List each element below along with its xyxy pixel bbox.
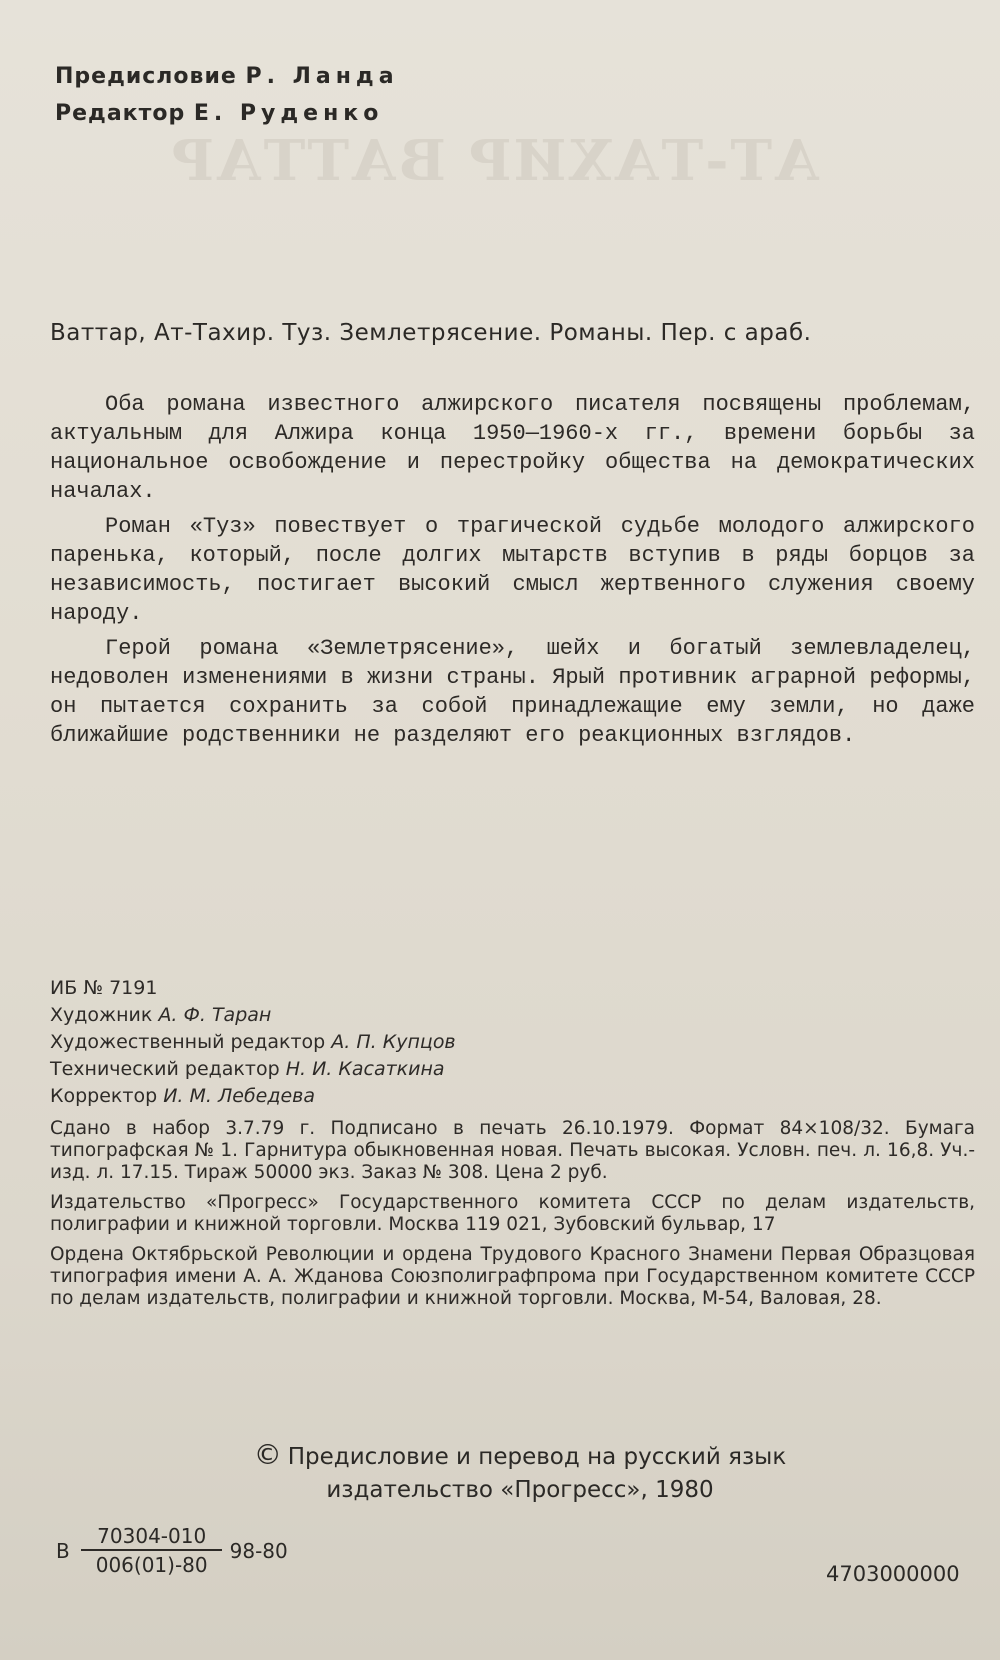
code-numerator: 70304-010	[81, 1524, 222, 1551]
publication-code	[56, 1524, 288, 1577]
art-editor-credit	[50, 1029, 975, 1056]
art-editor-label: Художественный редактор	[50, 1031, 326, 1053]
copyright-notice	[200, 1438, 840, 1507]
copyright-line-2: издательство «Прогресс», 1980	[326, 1477, 714, 1503]
proofreader-name: И. М. Лебедева	[163, 1085, 316, 1107]
code-fraction	[80, 1524, 224, 1577]
artist-credit	[50, 1002, 975, 1029]
editor-person: Е. Руденко	[193, 101, 384, 126]
copyright-text-1: Предисловие и перевод на русский язык	[287, 1444, 787, 1470]
ib-number: ИБ № 7191	[50, 977, 158, 999]
printer-info: Ордена Октябрьской Революции и ордена Трудового Красного Знамени Первая Образцовая типография имени А. А. Жданова Союзполиграфпрома при Государственном комитете СССР по делам издательств, полиграфии и книжной торговли. Москва, М-54, Валовая, 28.	[50, 1244, 975, 1309]
code-letter: В	[56, 1538, 70, 1563]
artist-name: А. Ф. Таран	[158, 1004, 272, 1026]
print-details: Сдано в набор 3.7.79 г. Подписано в печать 26.10.1979. Формат 84×108/32. Бумага типографская № 1. Гарнитура обыкновенная новая. Печать высокая. Условн. печ. л. 16,8. Уч.-изд. л. 17.15. Тираж 50000 экз. Заказ № 308. Цена 2 руб.	[50, 1118, 975, 1183]
tech-editor-credit	[50, 1056, 975, 1083]
bibliographic-description: Ваттар, Ат-Тахир. Туз. Землетрясение. Романы. Пер. с араб.	[50, 320, 812, 346]
publisher-info: Издательство «Прогресс» Государственного комитета СССР по делам издательств, полиграфии и книжной торговли. Москва 119 021, Зубовский бульвар, 17	[50, 1192, 975, 1235]
code-suffix: 98-80	[229, 1538, 288, 1563]
preface-credit	[55, 58, 399, 95]
catalog-code: 4703000000	[826, 1562, 960, 1586]
art-editor-name: А. П. Купцов	[331, 1031, 456, 1053]
editor-label: Редактор	[55, 101, 186, 126]
proofreader-credit	[50, 1083, 975, 1110]
preface-person: Р. Ланда	[245, 64, 399, 89]
proofreader-label: Корректор	[50, 1085, 158, 1107]
editor-credit	[55, 95, 399, 132]
tech-editor-label: Технический редактор	[50, 1058, 280, 1080]
copyright-line-1	[200, 1438, 840, 1474]
annotation-paragraph-2: Роман «Туз» повествует о трагической судьбе молодого алжирского паренька, который, после долгих мытарств вступив в ряды борцов за независимость, постигает высокий смысл жертвенного служения своему народу.	[50, 514, 975, 626]
annotation-paragraph-3: Герой романа «Землетрясение», шейх и богатый землевладелец, недоволен изменениями в жизни страны. Ярый противник аграрной реформы, он пытается сохранить за собой принадлежащие ему земли, но даже ближайшие родственники не разделяют его реакционных взглядов.	[50, 636, 975, 748]
annotation-paragraph-1: Оба романа известного алжирского писателя посвящены проблемам, актуальным для Алжира конца 1950—1960-х гг., времени борьбы за национальное освобождение и перестройку общества на демократических началах.	[50, 392, 975, 504]
tech-editor-name: Н. И. Касаткина	[285, 1058, 445, 1080]
code-denominator: 006(01)-80	[95, 1553, 208, 1577]
imprint-block	[50, 975, 975, 1310]
credits-block	[55, 58, 399, 132]
show-through-title: АТ-ТАХИР ВАТТАР	[170, 128, 820, 194]
annotation-text	[50, 390, 975, 756]
preface-label: Предисловие	[55, 64, 237, 89]
artist-label: Художник	[50, 1004, 153, 1026]
copyright-symbol: ©	[253, 1438, 282, 1471]
